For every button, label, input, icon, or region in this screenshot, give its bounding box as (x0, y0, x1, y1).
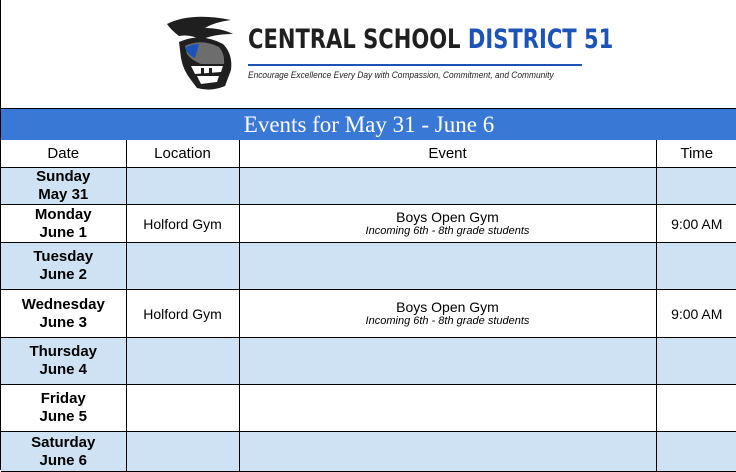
time-cell: 9:00 AM (656, 290, 736, 338)
date-cell: Sunday May 31 (1, 168, 126, 205)
location-cell (126, 168, 239, 205)
location-cell (126, 243, 239, 290)
time-cell (656, 168, 736, 205)
table-header-row (1, 140, 736, 168)
events-table (1, 140, 736, 472)
district-header (1, 0, 736, 109)
location-cell (126, 385, 239, 432)
date-cell: Saturday June 6 (1, 432, 126, 472)
location-cell (126, 432, 239, 472)
table-row (1, 205, 736, 243)
event-cell (239, 338, 656, 385)
date-cell: Friday June 5 (1, 385, 126, 432)
events-title: Events for May 31 - June 6 (1, 109, 736, 140)
district-name: CENTRAL SCHOOL DISTRICT 51 (248, 24, 614, 55)
column-header-location: Location (126, 140, 239, 168)
event-cell: Boys Open Gym Incoming 6th - 8th grade students (239, 205, 656, 243)
tagline-divider (248, 64, 582, 66)
event-cell (239, 432, 656, 472)
date-cell: Thursday June 4 (1, 338, 126, 385)
location-cell: Holford Gym (126, 205, 239, 243)
event-cell (239, 385, 656, 432)
table-row (1, 338, 736, 385)
date-cell: Wednesday June 3 (1, 290, 126, 338)
table-row (1, 385, 736, 432)
date-cell: Tuesday June 2 (1, 243, 126, 290)
event-cell (239, 168, 656, 205)
time-cell (656, 385, 736, 432)
column-header-date: Date (1, 140, 126, 168)
date-cell: Monday June 1 (1, 205, 126, 243)
column-header-event: Event (239, 140, 656, 168)
event-cell: Boys Open Gym Incoming 6th - 8th grade students (239, 290, 656, 338)
location-cell: Holford Gym (126, 290, 239, 338)
time-cell (656, 432, 736, 472)
location-cell (126, 338, 239, 385)
table-row (1, 243, 736, 290)
column-header-time: Time (656, 140, 736, 168)
district-tagline: Encourage Excellence Every Day with Compassion, Commitment, and Community (248, 70, 554, 80)
time-cell (656, 338, 736, 385)
table-row (1, 290, 736, 338)
table-row (1, 168, 736, 205)
table-row (1, 432, 736, 472)
spartan-helmet-icon (161, 14, 243, 94)
time-cell: 9:00 AM (656, 205, 736, 243)
time-cell (656, 243, 736, 290)
event-cell (239, 243, 656, 290)
